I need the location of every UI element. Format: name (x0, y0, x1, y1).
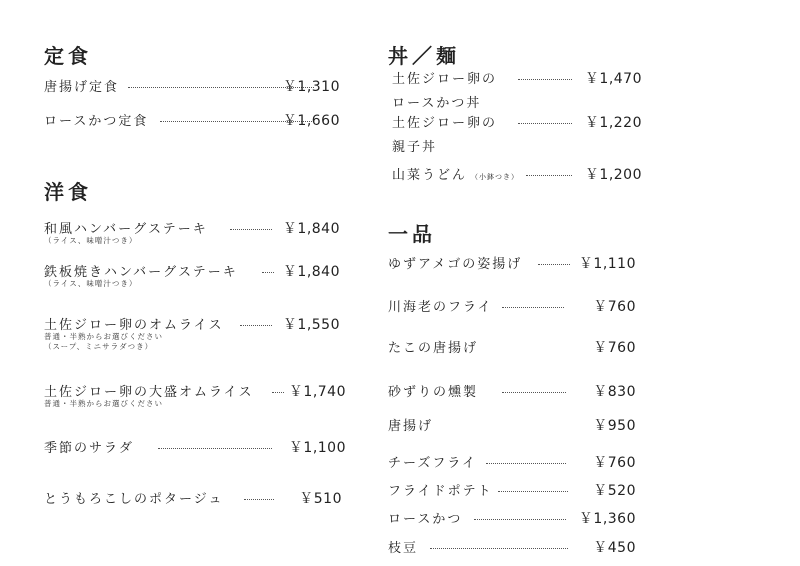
item-price: ￥520 (593, 483, 636, 499)
item-name-text: 山菜うどん (392, 168, 468, 183)
menu-item (388, 253, 636, 273)
item-note: （ライス、味噌汁つき） (44, 279, 138, 288)
menu-item (388, 452, 636, 472)
menu-item (392, 164, 642, 184)
item-price: ￥450 (593, 540, 636, 556)
item-name: とうもろこしのポタージュ (44, 492, 224, 507)
menu-item (44, 314, 340, 354)
menu-item (388, 296, 636, 316)
leader-dots (474, 519, 566, 520)
leader-dots (502, 392, 566, 393)
item-price: ￥1,220 (584, 115, 642, 131)
item-price: ￥1,740 (288, 384, 346, 400)
leader-dots (518, 123, 572, 124)
menu-item (44, 437, 346, 457)
item-note: 普通・半熟からお選びください (44, 399, 163, 408)
item-name: たこの唐揚げ (388, 341, 479, 356)
item-price: ￥760 (593, 340, 636, 356)
menu-item (44, 381, 346, 411)
menu-item (392, 68, 642, 111)
item-price: ￥1,310 (282, 79, 340, 95)
item-name: 砂ずりの燻製 (388, 385, 479, 400)
item-price: ￥1,550 (282, 317, 340, 333)
menu-item (44, 76, 340, 96)
menu-item (388, 480, 636, 500)
menu-item (44, 488, 342, 508)
leader-dots (526, 175, 572, 176)
item-name: 枝豆 (388, 541, 419, 556)
leader-dots (244, 499, 274, 500)
menu-item (388, 537, 636, 557)
item-name: 季節のサラダ (44, 441, 134, 456)
section-title-teishoku: 定食 (44, 44, 92, 68)
leader-dots (272, 392, 284, 393)
item-name: 和風ハンバーグステーキ (44, 222, 208, 237)
menu-item (388, 381, 636, 401)
leader-dots (502, 307, 564, 308)
item-name: 唐揚げ定食 (44, 80, 120, 95)
item-price: ￥1,470 (584, 71, 642, 87)
item-price: ￥1,660 (282, 113, 340, 129)
section-title-don-men: 丼／麺 (388, 44, 460, 68)
item-name: ゆずアメゴの姿揚げ (388, 257, 523, 272)
item-note-secondary: （スープ、ミニサラダつき） (44, 342, 154, 351)
item-price: ￥1,110 (578, 256, 636, 272)
item-price: ￥1,100 (288, 440, 346, 456)
item-name: フライドポテト (388, 484, 493, 499)
menu-item (44, 110, 340, 130)
leader-dots (538, 264, 570, 265)
menu-item (44, 218, 340, 248)
leader-dots (230, 229, 272, 230)
item-price: ￥760 (593, 455, 636, 471)
leader-dots (486, 463, 566, 464)
item-price: ￥830 (593, 384, 636, 400)
item-name: ロースかつ定食 (44, 114, 149, 129)
leader-dots (240, 325, 272, 326)
item-name-line2: 親子丼 (392, 140, 438, 155)
item-name: 土佐ジロー卵の (392, 116, 498, 131)
item-price: ￥1,200 (584, 167, 642, 183)
menu-item (44, 261, 340, 291)
item-name: 川海老のフライ (388, 300, 493, 315)
item-name: 唐揚げ (388, 419, 434, 434)
leader-dots (518, 79, 572, 80)
section-title-yoshoku: 洋食 (44, 180, 92, 204)
item-name: 土佐ジロー卵の大盛オムライス (44, 385, 254, 400)
leader-dots (262, 272, 274, 273)
leader-dots (498, 491, 568, 492)
item-price: ￥1,840 (282, 221, 340, 237)
item-price: ￥510 (299, 491, 342, 507)
item-note: 普通・半熟からお選びください (44, 332, 163, 341)
leader-dots (430, 548, 568, 549)
item-price: ￥760 (593, 299, 636, 315)
item-name: 鉄板焼きハンバーグステーキ (44, 265, 238, 280)
item-price: ￥950 (593, 418, 636, 434)
item-price: ￥1,840 (282, 264, 340, 280)
item-name: ロースかつ (388, 512, 463, 527)
item-name: チーズフライ (388, 456, 477, 471)
menu-item (392, 112, 642, 155)
menu-item (388, 415, 636, 435)
item-note-inline: （小鉢つき） (471, 173, 520, 181)
item-name: 土佐ジロー卵のオムライス (44, 318, 224, 333)
item-name (392, 164, 519, 183)
item-note: （ライス、味噌汁つき） (44, 236, 138, 245)
menu-item (388, 337, 636, 357)
menu-item (388, 508, 636, 528)
leader-dots (158, 448, 272, 449)
section-title-ippin: 一品 (388, 222, 436, 246)
item-price: ￥1,360 (578, 511, 636, 527)
item-name-line2: ロースかつ丼 (392, 96, 482, 111)
item-name: 土佐ジロー卵の (392, 72, 498, 87)
